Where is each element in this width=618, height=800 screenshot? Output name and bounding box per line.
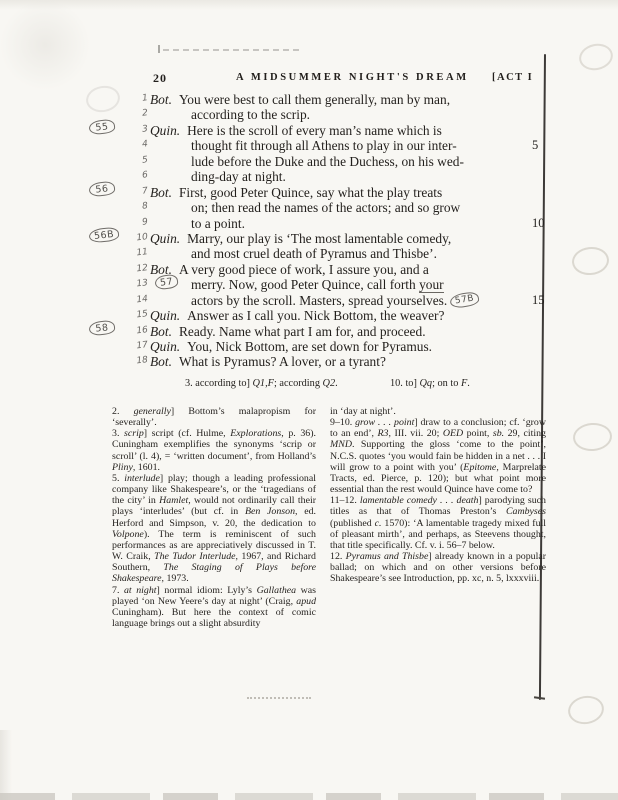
- play-line: [141, 215, 550, 231]
- inline-circle-annotation: 57: [154, 274, 179, 291]
- line-text-wrapper: [150, 216, 245, 231]
- scan-top-edge-shadow: [0, 0, 618, 10]
- speaker-name: Quin.: [150, 308, 181, 324]
- commentary-note-text: 5. interlude] play; though a leading professional company like Shakespeare’s, or the ‘tragedians of the city’ in Hamlet, would not ordinarily call their plays ‘interludes’ (but cf. in Ben Jonson, ed. Herford and Simpson, v. 20, the dedication to Volpone). The term is reminiscent of such performances as are appreciatively discussed in T. W. Craik, The Tudor Interlude, 1967, and Richard Southern, The Staging of Plays before Shakespeare, 1973.: [112, 472, 316, 585]
- speaker-name: Bot.: [150, 184, 172, 200]
- margin-circle-annotation: 56B: [88, 226, 119, 243]
- scan-corner-shadow: [0, 730, 12, 800]
- handwritten-line-number: 15: [135, 309, 149, 321]
- line-text-wrapper: [150, 231, 451, 246]
- line-text: First, good Peter Quince, say what the play treats: [178, 184, 443, 200]
- play-line: [141, 153, 550, 169]
- line-text: merry. Now, good Peter Quince, call forth: [191, 277, 420, 293]
- commentary-note-text: 7. at night] normal idiom: Lyly’s Gallathea was played ‘on New Yeere’s day at night’ (Craig, apud Cuningham). But here the context of comic language brings out a slight absurdity: [112, 584, 317, 629]
- line-text: You were best to call them generally, man by man,: [178, 92, 451, 107]
- line-text-wrapper: [150, 262, 429, 277]
- handwritten-line-number: 9: [141, 216, 149, 228]
- commentary-note-text: 9–10. grow . . . point] draw to a conclusion; cf. ‘grow to an end’, R3, III. vii. 20; OED point, sb. 29, citing MND. Supporting the gloss ‘come to the point’, N.C.S. quotes ‘you would fain be hidden in a net . . . I will grow to a point with you’ (Epitome, Marprelate Tracts, ed. Pierce, p. 120); but what point more essential than the rest would Quince have come to?: [330, 417, 546, 496]
- handwritten-line-number: 14: [135, 293, 149, 306]
- pencil-smudge-mark: [247, 697, 311, 699]
- printed-line-number: 15: [532, 292, 545, 307]
- commentary-note: [112, 585, 316, 630]
- line-text-wrapper: [150, 200, 460, 215]
- line-text: You, Nick Bottom, are set down for Pyramus.: [187, 339, 433, 354]
- handwritten-line-number: 18: [135, 355, 149, 367]
- play-line: [141, 92, 550, 107]
- play-line: [94, 121, 550, 138]
- handwritten-line-number: 16: [135, 324, 149, 336]
- speaker-name: Bot.: [150, 92, 172, 107]
- handwritten-line-number: 5: [141, 154, 149, 166]
- handwritten-line-number: 1: [141, 93, 149, 104]
- line-text-wrapper: [150, 277, 444, 292]
- printed-line-number: 5: [532, 138, 539, 153]
- speaker-name: Bot.: [150, 323, 172, 339]
- handwritten-line-number: 4: [141, 139, 149, 151]
- play-line: [94, 321, 550, 339]
- play-line: [141, 138, 550, 154]
- play-line: [135, 308, 550, 324]
- handwritten-line-number: 12: [135, 263, 149, 275]
- commentary-note-text: 2. generally] Bottom’s malapropism for ‘severally’.: [112, 406, 317, 429]
- line-text: and most cruel death of Pyramus and Thisbe’.: [191, 246, 437, 262]
- line-text-wrapper: [150, 246, 437, 261]
- printed-line-number: 10: [532, 215, 545, 230]
- play-line: [135, 292, 550, 308]
- handwritten-line-number: 6: [141, 170, 149, 181]
- line-text: A very good piece of work, I assure you, and a: [178, 261, 429, 277]
- scan-bottom-edge-shadow: [0, 793, 618, 800]
- collation-note-2: 10. to] Qq; on to F.: [390, 378, 470, 389]
- commentary-note: [330, 417, 546, 495]
- line-text: Here is the scroll of every man’s name which is: [187, 122, 442, 138]
- line-text: Answer as I call you. Nick Bottom, the weaver?: [187, 308, 445, 324]
- handwritten-line-number: 11: [135, 247, 149, 259]
- running-title: A MIDSUMMER NIGHT'S DREAM: [236, 72, 469, 83]
- inline-circle-annotation: 57B: [449, 290, 480, 308]
- play-line: [141, 200, 550, 216]
- underlined-word: your: [419, 277, 444, 293]
- line-text-wrapper: [150, 107, 310, 122]
- play-text-block: [93, 92, 550, 370]
- line-text: actors by the scroll. Masters, spread yourselves.: [191, 292, 448, 308]
- line-text-wrapper: [150, 324, 426, 339]
- margin-circle-annotation: 56: [88, 180, 115, 197]
- margin-circle-annotation: 55: [88, 119, 115, 136]
- commentary-note: [112, 473, 316, 585]
- scan-corner-smudge: [0, 0, 90, 90]
- line-text: thought fit through all Athens to play in our inter-: [191, 138, 457, 154]
- line-text-wrapper: [150, 308, 444, 323]
- line-text: What is Pyramus? A lover, or a tyrant?: [178, 354, 386, 370]
- commentary-note: [112, 428, 316, 473]
- punch-hole: [572, 422, 613, 453]
- handwritten-line-number: 13: [135, 278, 149, 290]
- line-text: ding-day at night.: [191, 169, 286, 185]
- commentary-note: [112, 406, 316, 428]
- speaker-name: Bot.: [150, 354, 172, 370]
- line-text-wrapper: [150, 138, 457, 153]
- line-text: lude before the Duke and the Duchess, on his wed-: [191, 153, 464, 169]
- speaker-name: Quin.: [150, 339, 181, 354]
- speaker-name: Bot.: [150, 261, 172, 277]
- handwritten-line-number: 3: [141, 124, 149, 135]
- play-line: [135, 261, 550, 277]
- handwritten-line-number: 17: [135, 340, 149, 352]
- punch-hole: [577, 41, 616, 74]
- line-text: Ready. Name what part I am for, and proceed.: [178, 323, 426, 339]
- line-text-wrapper: [150, 154, 464, 169]
- commentary-note-text: 3. scrip] script (cf. Hulme, Explorations, p. 36). Cuningham exemplifies the synonyms ‘scrip or scroll’ (l. 4), = ‘written document’, from Holland’s Pliny, 1601.: [112, 428, 316, 473]
- commentary-note: [330, 495, 546, 551]
- line-text: to a point.: [191, 215, 245, 231]
- punch-hole: [571, 245, 611, 277]
- commentary-note-text: in ‘day at night’.: [330, 406, 396, 417]
- line-text: according to the scrip.: [191, 107, 310, 123]
- speaker-name: Quin.: [150, 230, 181, 246]
- line-text-wrapper: [150, 169, 286, 184]
- commentary-left-column: [112, 406, 316, 629]
- play-line: [135, 354, 550, 370]
- line-text-wrapper: [150, 92, 450, 107]
- handwritten-line-number: 7: [141, 185, 149, 197]
- play-line: [135, 276, 550, 293]
- collation-note-1: 3. according to] Q1,F; according Q2.: [185, 378, 338, 389]
- line-text-wrapper: [150, 293, 479, 308]
- handwritten-line-number: 8: [141, 201, 149, 212]
- margin-circle-annotation: 58: [88, 319, 115, 336]
- line-text-wrapper: [150, 185, 442, 200]
- play-line: [93, 228, 550, 246]
- commentary-note-text: 11–12. lamentable comedy . . . death] parodying such titles as that of Thomas Preston’s Cambyses (published c. 1570): ‘A lamentable tragedy mixed full of pleasant mirth’, and perhaps, as Steevens thought, that title specifically. Cf. v. i. 56–7 below.: [330, 495, 546, 551]
- play-line: [135, 246, 550, 262]
- play-line: [141, 169, 550, 185]
- commentary-right-column: [330, 406, 546, 585]
- commentary-note-text: 12. Pyramus and Thisbe] already known in a popular ballad; on which and on other versions before Shakespeare’s see Introduction, pp. xc, n. 5, lxxxviii.: [330, 551, 546, 585]
- pencil-tick-mark: [158, 45, 160, 53]
- handwritten-line-number: 2: [141, 108, 149, 120]
- play-line: [141, 107, 550, 123]
- line-text-wrapper: [150, 339, 432, 354]
- speaker-name: Quin.: [150, 122, 181, 138]
- line-text: on; then read the names of the actors; and so grow: [191, 200, 461, 216]
- play-line: [135, 339, 550, 354]
- line-text-wrapper: [150, 123, 442, 138]
- handwritten-line-number: 10: [135, 232, 149, 244]
- commentary-note: [330, 406, 546, 417]
- pencil-dashed-mark: [163, 49, 299, 51]
- line-text: Marry, our play is ‘The most lamentable comedy,: [187, 230, 452, 246]
- line-text-wrapper: [150, 354, 386, 369]
- play-line: [94, 182, 550, 200]
- commentary-note: [330, 551, 546, 584]
- punch-hole: [566, 693, 606, 727]
- act-label: [ACT I: [492, 72, 534, 83]
- page-number: 20: [153, 71, 167, 85]
